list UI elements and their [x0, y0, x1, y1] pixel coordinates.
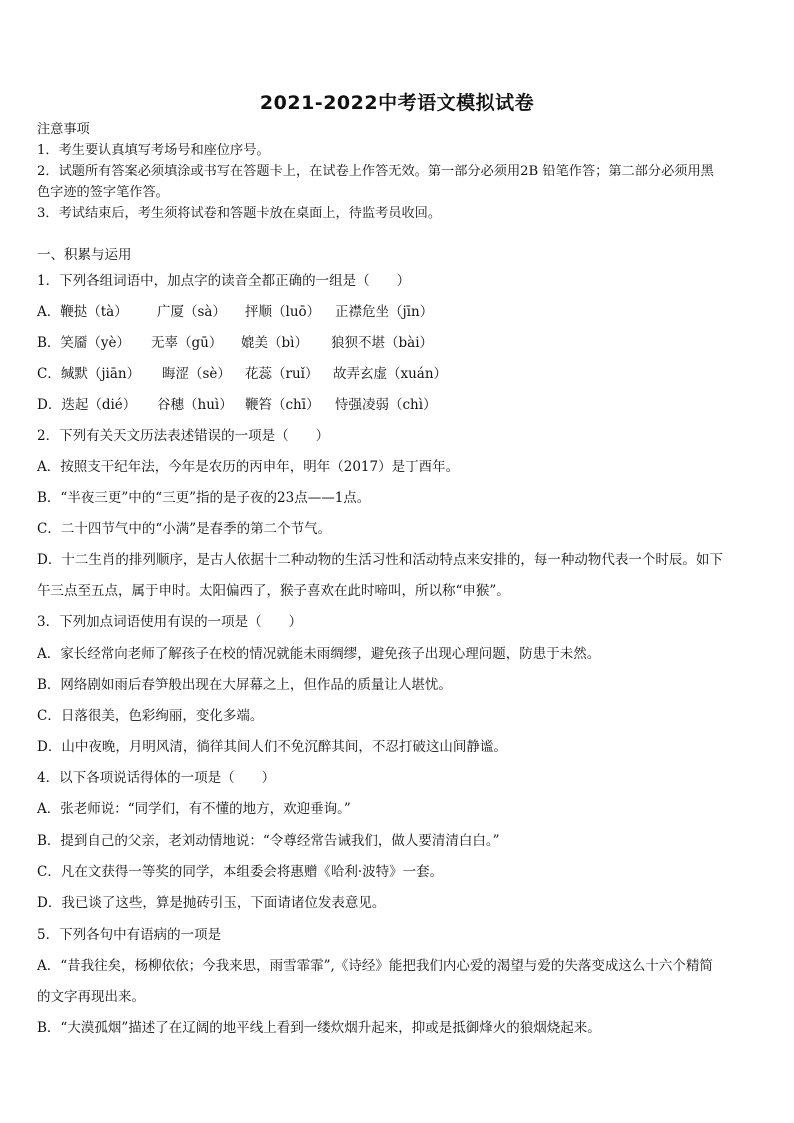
question-2-stem: 2．下列有关天文历法表述错误的一项是（ ）	[37, 428, 330, 444]
note-item: 1．考生要认真填写考场号和座位序号。	[37, 143, 270, 158]
question-2-option: A．按照支干纪年法，今年是农历的丙申年，明年（2017）是丁酉年。	[37, 459, 460, 475]
option-word: 恃强凌弱（chì）	[335, 397, 437, 413]
question-5-stem: 5．下列各句中有语病的一项是	[37, 927, 222, 943]
option-word: 晦涩（sè）	[162, 366, 231, 382]
option-word: 无辜（gū）	[151, 335, 223, 351]
option-word: 鞭笞（chī）	[245, 397, 320, 413]
question-2-option: C．二十四节气中的“小满”是春季的第二个节气。	[37, 521, 332, 537]
section-heading: 一、积累与运用	[37, 247, 132, 263]
question-4-option: A．张老师说：“同学们，有不懂的地方，欢迎垂询。”	[37, 801, 351, 817]
question-3-option: B．网络剧如雨后春笋般出现在大屏幕之上，但作品的质量让人堪忧。	[37, 677, 452, 693]
option-word: 抨顺（luō）	[245, 304, 321, 320]
question-4-option: D．我已谈了这些，算是抛砖引玉，下面请诸位发表意见。	[37, 895, 386, 911]
question-5-option-continued: 的文字再现出来。	[37, 989, 145, 1005]
exam-title: 2021-2022中考语文模拟试卷	[259, 92, 535, 114]
option-word: 故弄玄虚（xuán）	[333, 366, 448, 382]
note-item: 3．考试结束后，考生须将试卷和答题卡放在桌面上，待监考员收回。	[37, 206, 442, 221]
question-5-option: A．“昔我往矣，杨柳依依；今我来思，雨雪霏霏”,《诗经》能把我们内心爱的渴望与爱的失落变成这么十六个精简	[37, 958, 713, 974]
question-2-option: D．十二生肖的排列顺序，是古人依据十二种动物的生活习性和活动特点来安排的，每一种动物代表一个时辰。如下	[37, 552, 723, 568]
option-word: 媲美（bì）	[241, 335, 308, 351]
question-3-option: C．日落很美，色彩绚丽，变化多端。	[37, 708, 264, 724]
question-1-stem: 1．下列各组词语中，加点字的读音全都正确的一组是（ ）	[37, 273, 411, 289]
option-word: 狼狈不堪（bài）	[331, 335, 434, 351]
notes-heading: 注意事项	[37, 122, 90, 137]
option-word: C．缄默（jiān）	[37, 366, 141, 382]
note-item: 2．试题所有答案必须填涂或书写在答题卡上，在试卷上作答无效。第一部分必须用2B 铅笔作答；第二部分必须用黑	[37, 164, 714, 179]
option-word: 花蕊（ruǐ）	[245, 366, 319, 382]
question-3-stem: 3．下列加点词语使用有误的一项是（ ）	[37, 614, 303, 630]
question-3-option: D．山中夜晚，月明风清，徜徉其间人们不免沉醉其间，不忍打破这山间静谧。	[37, 739, 507, 755]
option-word: D．迭起（dié）	[37, 397, 137, 413]
question-5-option: B．“大漠孤烟”描述了在辽阔的地平线上看到一缕炊烟升起来，抑或是抵御烽火的狼烟烧起来。	[37, 1020, 601, 1036]
option-word: 广厦（sà）	[157, 304, 226, 320]
question-3-option: A．家长经常向老师了解孩子在校的情况就能未雨绸缪，避免孩子出现心理问题，防患于未然。	[37, 646, 601, 662]
option-word: 正襟危坐（jīn）	[335, 304, 434, 320]
option-word: A．鞭挞（tà）	[37, 304, 128, 320]
question-2-option-continued: 午三点至五点，属于申时。太阳偏西了，猴子喜欢在此时啼叫，所以称“申猴”。	[37, 583, 510, 599]
note-item: 色字迹的签字笔作答。	[37, 185, 169, 200]
question-2-option: B．“半夜三更”中的“三更”指的是子夜的23点——1点。	[37, 490, 371, 506]
question-4-option: C．凡在文获得一等奖的同学，本组委会将惠赠《哈利·波特》一套。	[37, 864, 444, 880]
option-word: B．笑靥（yè）	[37, 335, 131, 351]
option-word: 谷穗（huì）	[157, 397, 233, 413]
question-4-stem: 4．以下各项说话得体的一项是（ ）	[37, 770, 276, 786]
question-4-option: B．提到自己的父亲，老刘动情地说：“令尊经常告诫我们，做人要清清白白。”	[37, 833, 500, 849]
